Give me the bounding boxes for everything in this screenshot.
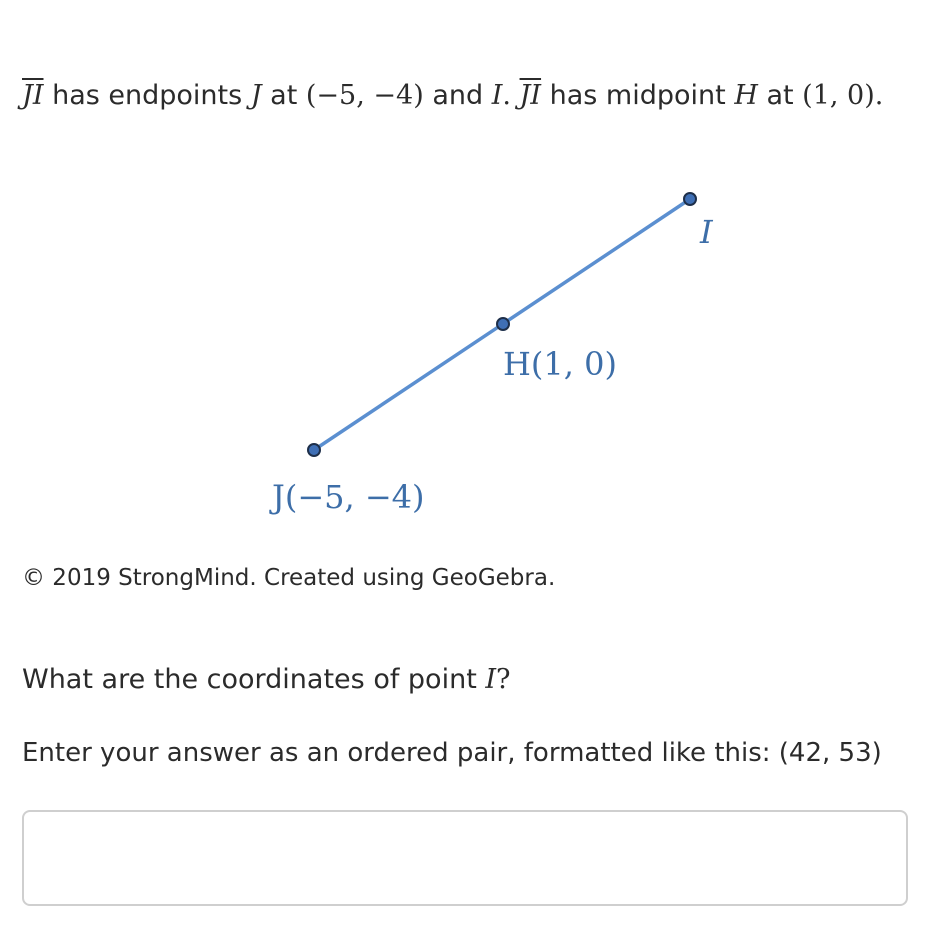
point-h-label: H [734,80,758,111]
answer-input[interactable] [22,810,908,906]
prompt-text: . [502,80,520,111]
question-lead: What are the coordinates of point [22,664,486,695]
prompt-text: at [757,80,803,111]
prompt-text: has endpoints [43,80,251,111]
segment-ji-label-2: $\overline{JI}$ [519,80,542,111]
point-h-coords: (1, 0) [802,80,875,111]
prompt-text: . [874,80,884,111]
point-j-marker [308,444,320,456]
question-end: ? [496,664,511,695]
problem-statement [22,72,912,120]
geometry-figure [0,170,936,550]
prompt-text: has midpoint [541,80,735,111]
point-h-marker [497,318,509,330]
copyright-notice: © 2019 StrongMind. Created using GeoGebra. [22,565,556,591]
point-i-label: I [491,80,503,111]
figure-label-j: J(−5, −4) [272,478,425,516]
prompt-text: at [261,80,306,111]
figure-label-i: I [700,213,713,251]
question-point-label: I [485,664,497,695]
point-j-coords: (−5, −4) [305,80,424,111]
prompt-text: and [423,80,492,111]
point-i-marker [684,193,696,205]
segment-ji-label: $\overline{JI}$ [22,80,44,111]
figure-label-h: H(1, 0) [503,345,617,383]
question-text [22,664,511,695]
point-j-label: J [250,80,262,111]
answer-instruction: Enter your answer as an ordered pair, formatted like this: (42, 53) [22,738,882,768]
